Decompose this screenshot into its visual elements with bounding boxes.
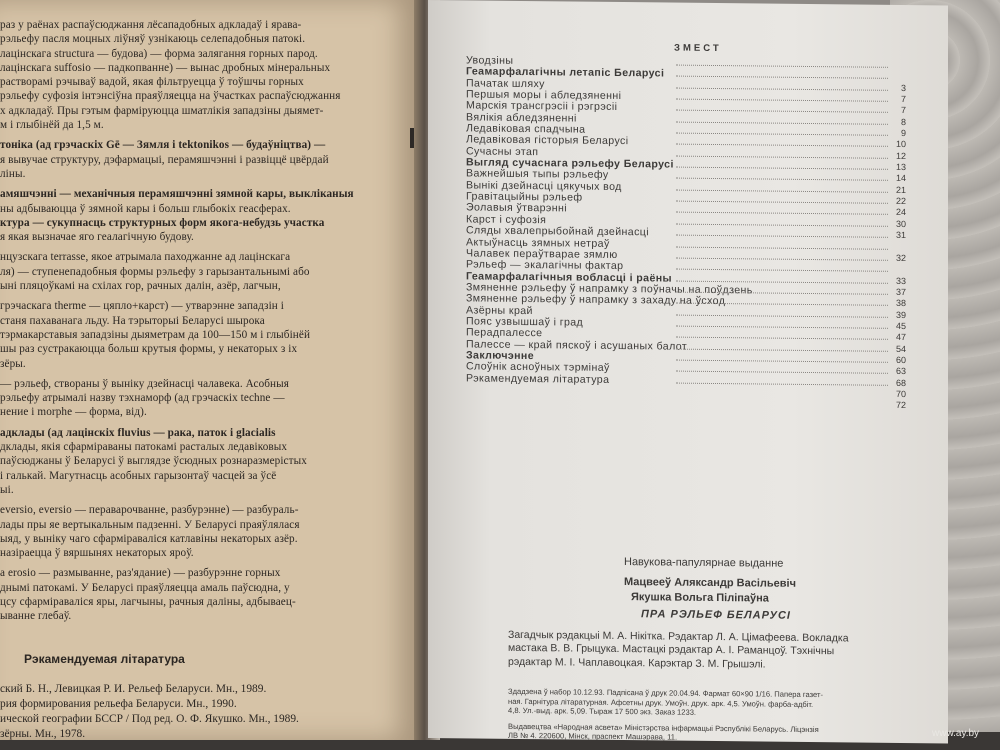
toc-entry-title: Палессе — край пяскоў і асушаных балот	[466, 337, 688, 353]
text-line: ыі.	[0, 483, 14, 496]
toc-page-number: 31	[895, 230, 906, 241]
text-line: раз у раёнах распаўсюджання лёсападобных адкладаў і ярава-	[0, 19, 302, 31]
toc-page-number: 37	[895, 286, 906, 297]
credits	[508, 629, 948, 674]
table-of-contents	[466, 55, 906, 411]
text-line: цсу сфарміраваліся яры, лагчыны, рачныя даліны, адбываец-	[0, 595, 296, 608]
toc-entry-title: Сляды хвалепрыбойнай дзейнасці	[466, 224, 649, 239]
text-line: растворамі рэчываў вадой, якая фільтруецца ў тоўшчы горных	[0, 76, 304, 89]
text-line: ктура — сукупнасць структурных форм якога-небудзь участка	[0, 216, 325, 229]
toc-page-number: 33	[895, 275, 906, 286]
toc-leader-dots	[676, 279, 888, 283]
text-line: амяшчэнні — механічныя перамяшчэнні зямной кары, выкліканыя	[0, 188, 354, 201]
text-line: рэльефу суфозія інтэнсіўна праяўляецца на ўчастках распаўсюджання	[0, 90, 341, 103]
publication-type: Навукова-папулярнае выданне	[624, 556, 784, 570]
toc-page-number: 21	[895, 184, 906, 195]
text-line: а erosio — размыванне, раз'ядание) — разбурэнне горных	[0, 567, 281, 580]
right-page	[428, 0, 948, 743]
toc-leader-dots	[676, 177, 888, 181]
toc-entry-title: Ледавіковая спадчына	[466, 122, 586, 136]
text-line: шы раз сустракаюцца больш крутыя формы, у некаторых з іх	[0, 343, 298, 356]
author-1: Мацвееў Аляксандр Васільевіч	[624, 576, 796, 590]
toc-page-number: 45	[895, 320, 906, 331]
literature-item: ский Б. Н., Левицкая Р. И. Рельеф Беларуси. Мн., 1989.	[0, 683, 267, 695]
author-2: Якушка Вольга Піліпаўна	[631, 591, 769, 605]
toc-leader-dots	[676, 234, 888, 238]
toc-page-number: 13	[895, 161, 906, 173]
text-line: ны адбываюцца ў зямной кары і больш глыбокіх геасферах.	[0, 202, 291, 215]
toc-leader-dots	[676, 120, 888, 124]
print-detail-line: Здадзена ў набор 10.12.93. Падпісана ў друк 20.04.94. Фармат 60×90 1/16. Папера газет-	[508, 686, 823, 700]
print-detail-line: ная. Гарнітура літаратурная. Афсетны друк. Умоўн. друк. арк. 4,5. Умоўн. фарба-адбіт.	[508, 696, 814, 709]
credit-line: мастака В. В. Грыцука. Мастацкі рэдактар А. І. Раманцоў. Тэхнічны	[508, 642, 835, 658]
toc-entry-title: Ледавіковая гісторыя Беларусі	[466, 133, 629, 148]
toc-page-number: 8	[900, 116, 906, 127]
toc-entry-title: Карст і суфозія	[466, 213, 547, 227]
toc-leader-dots	[676, 381, 888, 385]
text-line: ля) — ступенепадобныя формы рэльефу з гарызантальнымі або	[0, 265, 310, 278]
credit-line: Загадчык рэдакцыі М. А. Нікітка. Рэдактар Л. А. Цімафеева. Вокладка	[508, 628, 849, 645]
toc-entry-title: Змяненне рэльефу ў напрамку з захаду на ўсход	[466, 292, 726, 308]
text-line: лацінскага suffosio — падкопванне) — вынас дробных мінеральных	[0, 61, 331, 74]
text-line: я вывучае структуру, дэфармацыі, перамяшчэнні і развіццё цвёрдай	[0, 153, 329, 166]
toc-entry-title: Геамарфалагічныя вобласці і раёны	[466, 269, 672, 285]
toc-page-number: 30	[895, 218, 906, 229]
toc-entry-title: Першыя моры і абледзяненні	[466, 88, 622, 103]
toc-entry-title: Пачатак шляху	[466, 77, 545, 90]
toc-page-number: 7	[900, 93, 906, 105]
text-line: ыні пляцоўкамі на схілах гор, рачных далін, азёр, лагчын,	[0, 280, 281, 293]
toc-entry-title: Сучасны этап	[466, 145, 539, 158]
toc-page-number: 68	[895, 377, 906, 388]
text-line: рэльефу пасля моцных ліўняў узнікаюць селепадобныя патокі.	[0, 33, 306, 46]
text-line: тоніка (ад грэчаскіх Gē — Зямля і tektonikos — будаўніцтва) —	[0, 139, 326, 152]
toc-page-number: 9	[900, 128, 906, 139]
toc-entry-title: Марскія трансгрэсіі і рэгрэсіі	[466, 99, 618, 114]
toc-page-number: 47	[895, 332, 906, 343]
text-line: нцузскага terrasse, якое атрымала паходжанне ад лацінскага	[0, 251, 291, 264]
toc-leader-dots	[676, 359, 888, 363]
toc-entry-title: Уводзіны	[466, 54, 514, 67]
toc-leader-dots	[676, 64, 888, 68]
text-line: станя пахаванага льду. На тэрыторыі Беларусі шырока	[0, 314, 265, 327]
print-detail-line: 4,8. Ул.-выд. арк. 5,09. Тыраж 17 500 экз. Заказ 1233.	[508, 706, 697, 717]
toc-leader-dots	[676, 336, 888, 340]
toc-leader-dots	[676, 132, 888, 136]
toc-leader-dots	[676, 347, 888, 351]
literature-item: рия формирования рельефа Беларуси. Мн., 1990.	[0, 698, 237, 710]
toc-entry-title: Змяненне рэльефу ў напрамку з поўначы на поўдзень	[466, 281, 753, 297]
text-line: нение і morphe — форма, від).	[0, 406, 147, 419]
text-line: назіраецца ў вяршынях некаторых яроў.	[0, 547, 194, 560]
text-line: лацінскага structura — будова) — форма залягання горных парод.	[0, 47, 318, 60]
toc-entry-title: Рэкамендуемая літаратура	[466, 372, 610, 386]
toc-page-number: 38	[895, 298, 906, 309]
literature-heading: Рэкамендуемая літаратура	[24, 652, 185, 666]
toc-leader-dots	[676, 154, 888, 158]
toc-entry-title: Эолавыя ўтварэнні	[466, 201, 567, 215]
toc-leader-dots	[676, 268, 888, 272]
literature-list	[0, 682, 418, 740]
print-details	[508, 687, 948, 746]
toc-page-number: 24	[895, 207, 906, 218]
toc-leader-dots	[676, 256, 888, 260]
toc-leader-dots	[676, 211, 888, 215]
toc-entry-title: Актыўнасць зямных нетраў	[466, 235, 610, 250]
toc-entry-title: Слоўнік асноўных тэрмінаў	[466, 360, 610, 375]
text-line: грэчаскага therme — цяпло+карст) — утварэнне западзін і	[0, 300, 284, 313]
text-line: днымі патокамі. У Беларусі праяўляецца амаль паўсюдна, у	[0, 581, 290, 594]
toc-page-number: 63	[895, 366, 906, 377]
text-line: адклады (ад лацінскіх fluvius — рака, паток і glacialis	[0, 426, 276, 439]
literature-item: зёрны. Мн., 1978.	[0, 728, 86, 740]
toc-entry-title: Гравітацыйны рэльеф	[466, 190, 583, 204]
text-line: ыяд, у выніку чаго сфарміраваліся катлавіны некаторых азёр.	[0, 532, 298, 545]
text-line: і галькай. Магутнасць асобных гарызонтаў часцей за ўсё	[0, 469, 277, 482]
text-line: eversio, eversio — пераварочванне, разбурэнне) — разбураль-	[0, 504, 299, 517]
left-page-text	[0, 18, 418, 624]
credit-line: рэдактар М. І. Чаплавоцкая. Карэктар З. М. Грышэлі.	[508, 655, 766, 671]
toc-page-number: 72	[895, 400, 906, 411]
text-line: зёры.	[0, 357, 26, 370]
left-page	[0, 0, 418, 740]
toc-entry-title: Вялікія абледзяненні	[466, 111, 577, 125]
toc-leader-dots	[676, 222, 888, 226]
toc-leader-dots	[676, 245, 888, 249]
toc-page-number: 39	[895, 309, 906, 320]
toc-title: ЗМЕСТ	[674, 42, 722, 55]
toc-leader-dots	[676, 166, 888, 170]
text-line: паўсюджаны ў Беларусі ў выглядзе ўсюдных рознаразмерістых	[0, 455, 307, 468]
text-line: ыванне глебаў.	[0, 610, 72, 623]
watermark: www.ay.by	[932, 728, 980, 739]
toc-leader-dots	[676, 86, 888, 90]
toc-entry-title: Геамарфалагічны летапіс Беларусі	[466, 65, 665, 80]
print-detail-line: ЛВ № 4. 220600, Мінск, праспект Машэрава, 11.	[508, 731, 678, 742]
toc-leader-dots	[676, 98, 888, 102]
toc-page-number: 22	[895, 196, 906, 207]
text-line: м і глыбінёй да 1,5 м.	[0, 119, 104, 132]
toc-leader-dots	[676, 109, 888, 113]
toc-leader-dots	[676, 143, 888, 147]
toc-entry-title: Выгляд сучаснага рэльефу Беларусі	[466, 156, 674, 171]
book-title: ПРА РЭЛЬЕФ БЕЛАРУСІ	[641, 608, 791, 622]
literature-item: ической географии БССР / Под ред. О. Ф. Якушко. Мн., 1989.	[0, 713, 299, 725]
toc-leader-dots	[676, 188, 888, 192]
toc-entry-title: Рэльеф — экалагічны фактар	[466, 258, 624, 273]
text-line: лады пры яе вертыкальным падзенні. У Беларусі праяўлялася	[0, 518, 300, 531]
toc-leader-dots	[676, 370, 888, 374]
toc-entry-title: Важнейшыя тыпы рэльефу	[466, 167, 609, 182]
toc-page-number: 12	[895, 150, 906, 161]
toc-entry-title: Вынікі дзейнасці цякучых вод	[466, 179, 622, 193]
toc-leader-dots	[676, 200, 888, 204]
toc-page-number: 32	[895, 252, 906, 263]
toc-leader-dots	[676, 313, 888, 317]
print-detail-line: Выдавецтва «Народная асвета» Міністэрства інфармацыі Рэспублікі Беларусь. Ліцэнзія	[508, 721, 819, 734]
toc-entry-title: Пояс узвышшаў і град	[466, 315, 584, 329]
toc-page-number: 10	[895, 139, 906, 150]
toc-leader-dots	[676, 325, 888, 329]
toc-entry-title: Заключэнне	[466, 349, 535, 363]
toc-page-number: 60	[895, 354, 906, 365]
toc-page-number: 54	[895, 343, 906, 354]
toc-page-number: 3	[900, 82, 906, 93]
toc-entry-title: Чалавек пераўтварае зямлю	[466, 247, 618, 261]
text-line: ліны.	[0, 167, 26, 180]
text-line: рэльефу атрымалі назву тэхнаморф (ад грэчаскіх techne —	[0, 392, 285, 405]
toc-leader-dots	[676, 75, 888, 79]
toc-page-number: 70	[895, 388, 906, 399]
text-line: я якая вызначае яго геалагічную будову.	[0, 231, 194, 244]
text-line: тэрмакарставыя западзіны дыяметрам да 100—150 м і глыбінёй	[0, 328, 311, 341]
toc-page-number: 7	[900, 105, 906, 116]
text-line: — рэльеф, створаны ў выніку дзейнасці чалавека. Асобныя	[0, 377, 290, 390]
toc-page-number: 14	[895, 173, 906, 184]
text-line: дклады, якія сфарміраваны патокамі расталых ледавіковых	[0, 441, 288, 454]
toc-entry-title: Перадпалессе	[466, 326, 543, 340]
toc-entry-title: Азёрны край	[466, 303, 533, 317]
text-line: х адкладаў. Пры гэтым фарміруюцца шматлікія западзіны дыямет-	[0, 104, 324, 117]
